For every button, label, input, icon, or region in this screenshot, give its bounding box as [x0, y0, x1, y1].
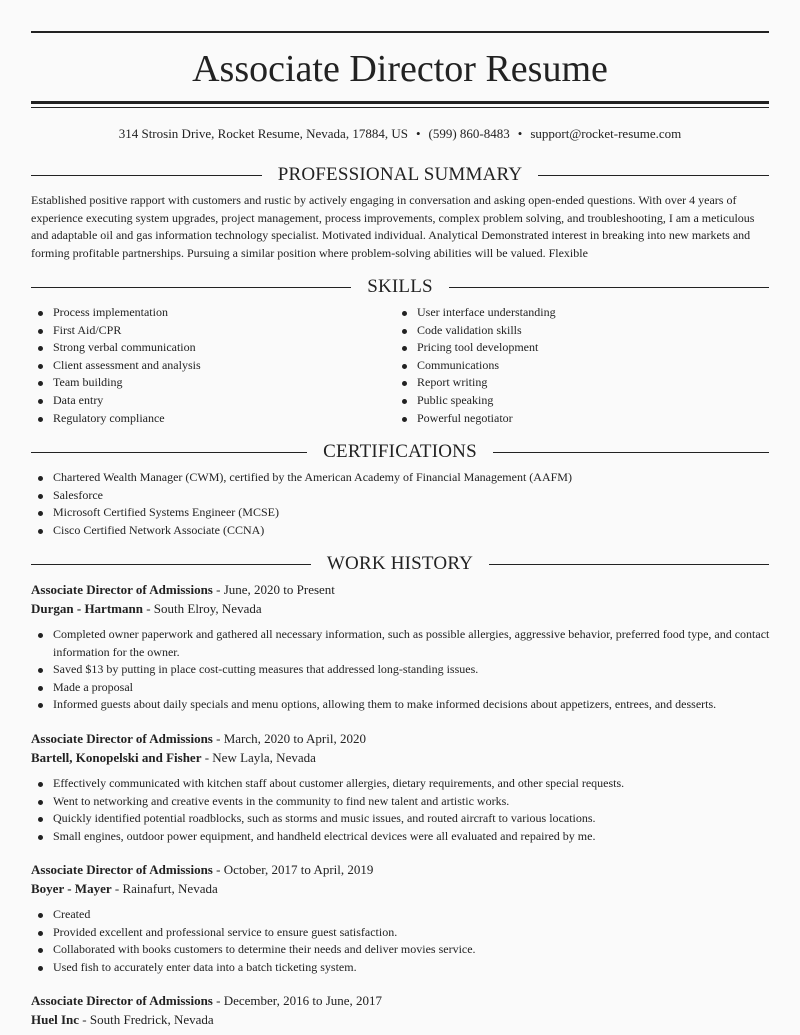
skill-item: Team building: [31, 374, 371, 392]
job-bullet: Informed guests about daily specials and menu options, allowing them to make informed decisions about appetizers, entrees, and desserts.: [31, 696, 771, 714]
skill-item: User interface understanding: [395, 304, 755, 322]
title-rule-thick: [31, 101, 769, 104]
job-title-line: [31, 581, 771, 600]
job-dates: - December, 2016 to June, 2017: [212, 993, 383, 1008]
skill-item: Communications: [395, 357, 755, 375]
skill-item: Regulatory compliance: [31, 410, 371, 428]
skill-item: Pricing tool development: [395, 339, 755, 357]
job-bullet: Made a proposal: [31, 679, 771, 697]
job-bullet: Collaborated with books customers to determine their needs and deliver movies service.: [31, 941, 771, 959]
job-title-line: [31, 992, 771, 1011]
job-bullet: Created: [31, 906, 771, 924]
resume-title: Associate Director Resume: [192, 48, 608, 90]
certification-item: Cisco Certified Network Associate (CCNA): [31, 522, 771, 540]
section-rule: [538, 175, 769, 176]
job-title: Associate Director of Admissions: [31, 731, 213, 746]
section-header-certifications: [31, 440, 769, 464]
job-title-line: [31, 861, 771, 880]
job-bullet: Completed owner paperwork and gathered all necessary information, such as possible allergies, aggressive behavior, preferred food type, and contact information for the owner.: [31, 626, 771, 661]
job-entry: [31, 992, 771, 1029]
skill-item: Public speaking: [395, 392, 755, 410]
certifications-list: [31, 469, 771, 539]
skill-item: Code validation skills: [395, 322, 755, 340]
job-bullet: Provided excellent and professional service to ensure guest satisfaction.: [31, 924, 771, 942]
skill-item: Client assessment and analysis: [31, 357, 371, 375]
job-company: Bartell, Konopelski and Fisher: [31, 749, 202, 765]
contact-email[interactable]: support@rocket-resume.com: [530, 126, 682, 141]
contact-phone: (599) 860-8483: [428, 126, 510, 141]
job-title: Associate Director of Admissions: [31, 993, 213, 1008]
section-rule: [31, 452, 307, 453]
job-bullet: Saved $13 by putting in place cost-cutting measures that addressed long-standing issues.: [31, 661, 771, 679]
skill-item: First Aid/CPR: [31, 322, 371, 340]
certification-item: Microsoft Certified Systems Engineer (MCSE): [31, 504, 771, 522]
job-entry: [31, 730, 771, 845]
job-location: - New Layla, Nevada: [201, 749, 316, 765]
job-company: Boyer - Mayer: [31, 880, 112, 896]
skill-item: Strong verbal communication: [31, 339, 371, 357]
job-bullet: Small engines, outdoor power equipment, and handheld electrical devices were all evaluated and repaired by me.: [31, 828, 771, 846]
job-company-line: [31, 1011, 771, 1030]
job-company: Huel Inc: [31, 1011, 80, 1027]
job-company-line: [31, 600, 771, 619]
job-title: Associate Director of Admissions: [31, 582, 213, 597]
skill-item: Data entry: [31, 392, 371, 410]
section-header-summary: [31, 163, 769, 187]
section-rule: [31, 564, 311, 565]
job-dates: - June, 2020 to Present: [212, 582, 335, 597]
job-company-line: [31, 880, 771, 899]
section-rule: [449, 287, 769, 288]
section-title: PROFESSIONAL SUMMARY: [277, 164, 523, 185]
job-location: - South Fredrick, Nevada: [79, 1011, 214, 1027]
top-rule: [31, 31, 769, 33]
summary-text: Established positive rapport with customers and rustic by actively engaging in conversation and asking open-ended questions. With over 4 years of experience executing system upgrades, project management, process improvements, complex problem solving, and troubleshooting, I am a meticulous and adaptable oil and gas information technology specialist. Motivated individual. Analytical Demonstrated interest in breaking into new markets and forming profitable partnerships. Pursuing a similar position where problem-solving abilities will be valued. Flexible: [31, 193, 755, 260]
job-entry: [31, 861, 771, 976]
job-dates: - March, 2020 to April, 2020: [212, 731, 366, 746]
job-bullet: Quickly identified potential roadblocks, such as storms and music issues, and routed aircraft to various locations.: [31, 810, 771, 828]
skills-list-left: [31, 304, 371, 427]
job-bullets: [31, 626, 771, 714]
section-header-work-history: [31, 552, 769, 576]
job-entry: [31, 581, 771, 714]
contact-address: 314 Strosin Drive, Rocket Resume, Nevada, 17884, US: [118, 126, 408, 141]
skill-item: Powerful negotiator: [395, 410, 755, 428]
certification-item: Salesforce: [31, 487, 771, 505]
section-title: WORK HISTORY: [326, 553, 474, 574]
section-rule: [493, 452, 769, 453]
job-title-line: [31, 730, 771, 749]
job-company-line: [31, 749, 771, 768]
section-header-skills: [31, 275, 769, 299]
section-title: CERTIFICATIONS: [323, 441, 477, 462]
skill-item: Report writing: [395, 374, 755, 392]
job-bullets: [31, 906, 771, 976]
certification-item: Chartered Wealth Manager (CWM), certified by the American Academy of Financial Management (AAFM): [31, 469, 771, 487]
title-rule-thin: [31, 107, 769, 108]
job-bullet: Effectively communicated with kitchen staff about customer allergies, dietary requirements, and other special requests.: [31, 775, 771, 793]
job-dates: - October, 2017 to April, 2019: [212, 862, 374, 877]
job-company: Durgan - Hartmann: [31, 600, 143, 616]
job-bullet: Used fish to accurately enter data into a batch ticketing system.: [31, 959, 771, 977]
job-bullets: [31, 775, 771, 845]
section-rule: [489, 564, 769, 565]
contact-separator: •: [415, 126, 421, 141]
job-bullet: Went to networking and creative events in the community to find new talent and artistic works.: [31, 793, 771, 811]
job-location: - South Elroy, Nevada: [142, 600, 262, 616]
skill-item: Process implementation: [31, 304, 371, 322]
skills-list-right: [395, 304, 755, 427]
contact-line: [0, 125, 800, 143]
section-title: SKILLS: [367, 276, 433, 297]
contact-separator: •: [517, 126, 523, 141]
job-title: Associate Director of Admissions: [31, 862, 213, 877]
section-rule: [31, 287, 351, 288]
job-location: - Rainafurt, Nevada: [111, 880, 218, 896]
section-rule: [31, 175, 262, 176]
